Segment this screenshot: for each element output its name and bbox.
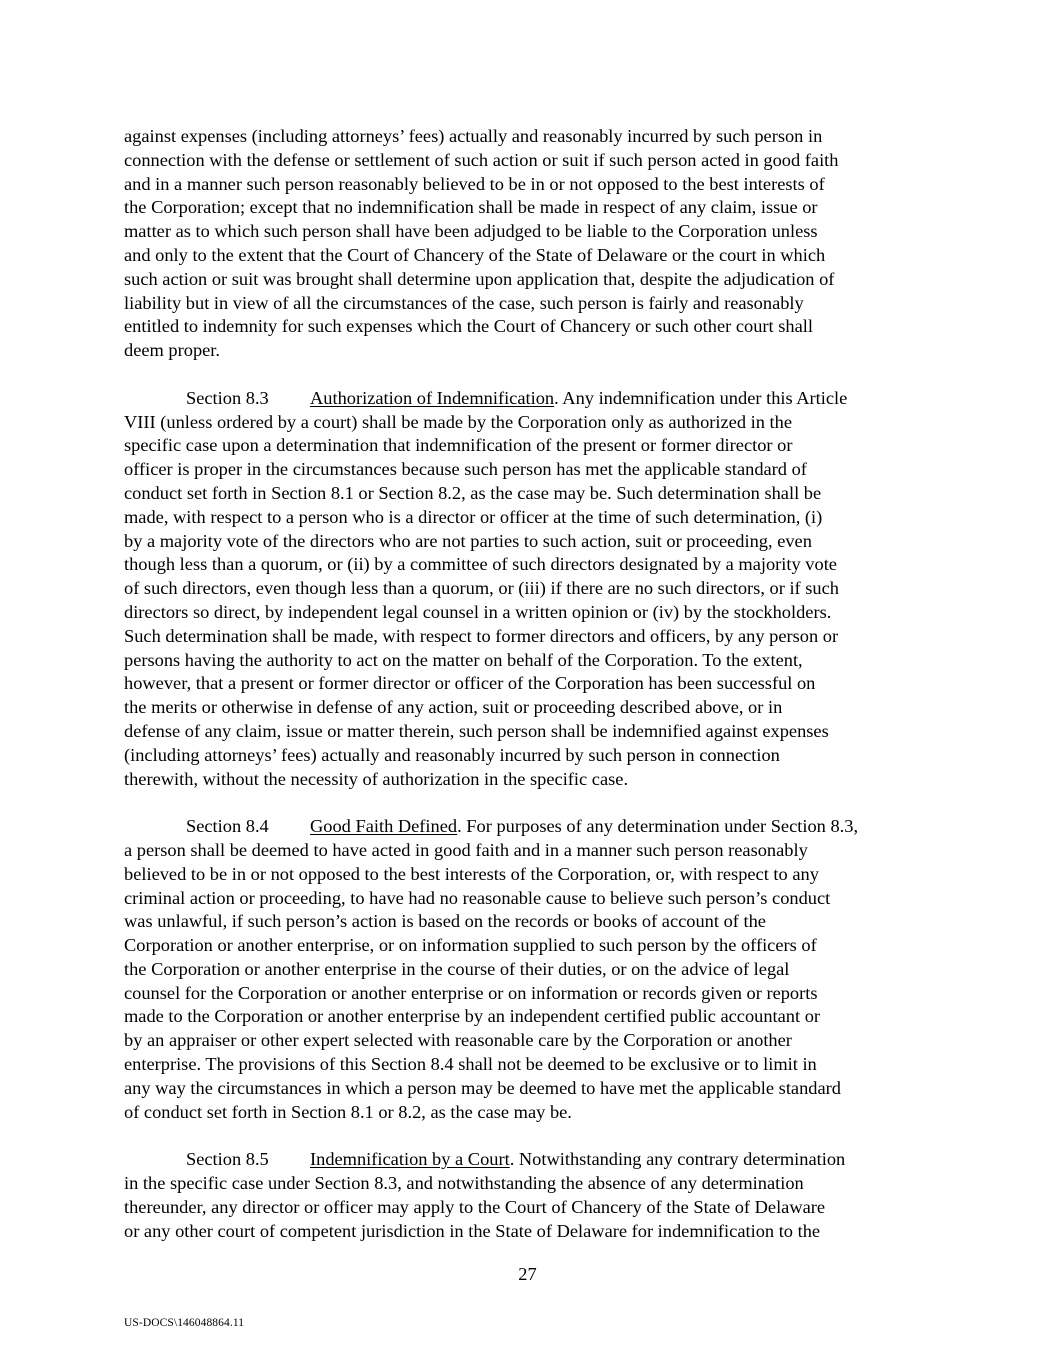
section-text: . Notwithstanding any contrary determination in the specific case under Section 8.3, and notwithstanding the absence of any determination thereunder, any director or officer may apply to the Court of Chancery of the State of Delaware or any other court of competent jurisdiction in the State of Delaware for indemnification to the xyxy=(124,1149,846,1241)
document-id: US-DOCS\146048864.11 xyxy=(124,1317,245,1329)
page-number: 27 xyxy=(518,1264,537,1284)
section-title: Authorization of Indemnification xyxy=(310,387,555,408)
section-8-5 xyxy=(124,1148,936,1243)
section-text: . For purposes of any determination under Section 8.3, a person shall be deemed to have acted in good faith and in a manner such person reasonably believed to be in or not opposed to the best interests of the Corporation, or, with respect to any criminal action or proceeding, to have had no reasonable cause to believe such person’s conduct was unlawful, if such person’s action is based on the records or books of account of the Corporation or another enterprise, or on information supplied to such person by the officers of the Corporation or another enterprise in the course of their duties, or on the advice of legal counsel for the Corporation or another enterprise or on information or records given or reports made to the Corporation or another enterprise by an independent certified public accountant or by an appraiser or other expert selected with reasonable care by the Corporation or another enterprise. The provisions of this Section 8.4 shall not be deemed to be exclusive or to limit in any way the circumstances in which a person may be deemed to have met the applicable standard of conduct set forth in Section 8.1 or 8.2, as the case may be. xyxy=(124,816,859,1122)
document-body xyxy=(124,125,936,1267)
section-title: Indemnification by a Court xyxy=(310,1149,510,1170)
section-text: . Any indemnification under this Article VIII (unless ordered by a court) shall be made by the Corporation only as authorized in the specific case upon a determination that indemnification of the present or former director or officer is proper in the circumstances because such person has met the applicable standard of conduct set forth in Section 8.1 or Section 8.2, as the case may be. Such determination shall be made, with respect to a person who is a director or officer at the time of such determination, (i) by a majority vote of the directors who are not parties to such action, suit or proceeding, even though less than a quorum, or (ii) by a committee of such directors designated by a majority vote of such directors, even though less than a quorum, or (iii) if there are no such directors, or if such directors so direct, by independent legal counsel in a written opinion or (iv) by the stockholders. Such determination shall be made, with respect to former directors and officers, by any person or persons having the authority to act on the matter on behalf of the Corporation. To the extent, however, that a present or former director or officer of the Corporation has been successful on the merits or otherwise in defense of any action, suit or proceeding described above, or in defense of any claim, issue or matter therein, such person shall be indemnified against expenses (including attorneys’ fees) actually and reasonably incurred by such person in connection therewith, without the necessity of authorization in the specific case. xyxy=(124,387,848,789)
continuation-paragraph: against expenses (including attorneys’ fees) actually and reasonably incurred by such person in connection with the defense or settlement of such action or suit if such person acted in good faith and in a manner such person reasonably believed to be in or not opposed to the best interests of the Corporation; except that no indemnification shall be made in respect of any claim, issue or matter as to which such person shall have been adjudged to be liable to the Corporation unless and only to the extent that the Court of Chancery of the State of Delaware or the court in which such action or suit was brought shall determine upon application that, despite the adjudication of liability but in view of all the circumstances of the case, such person is fairly and reasonably entitled to indemnity for such expenses which the Court of Chancery or such other court shall deem proper. xyxy=(124,126,839,361)
section-title: Good Faith Defined xyxy=(310,816,458,837)
section-label: Section 8.3 xyxy=(186,387,269,408)
section-8-4 xyxy=(124,815,936,1124)
section-label: Section 8.4 xyxy=(186,816,269,837)
section-label: Section 8.5 xyxy=(186,1149,269,1170)
section-8-3 xyxy=(124,387,936,792)
